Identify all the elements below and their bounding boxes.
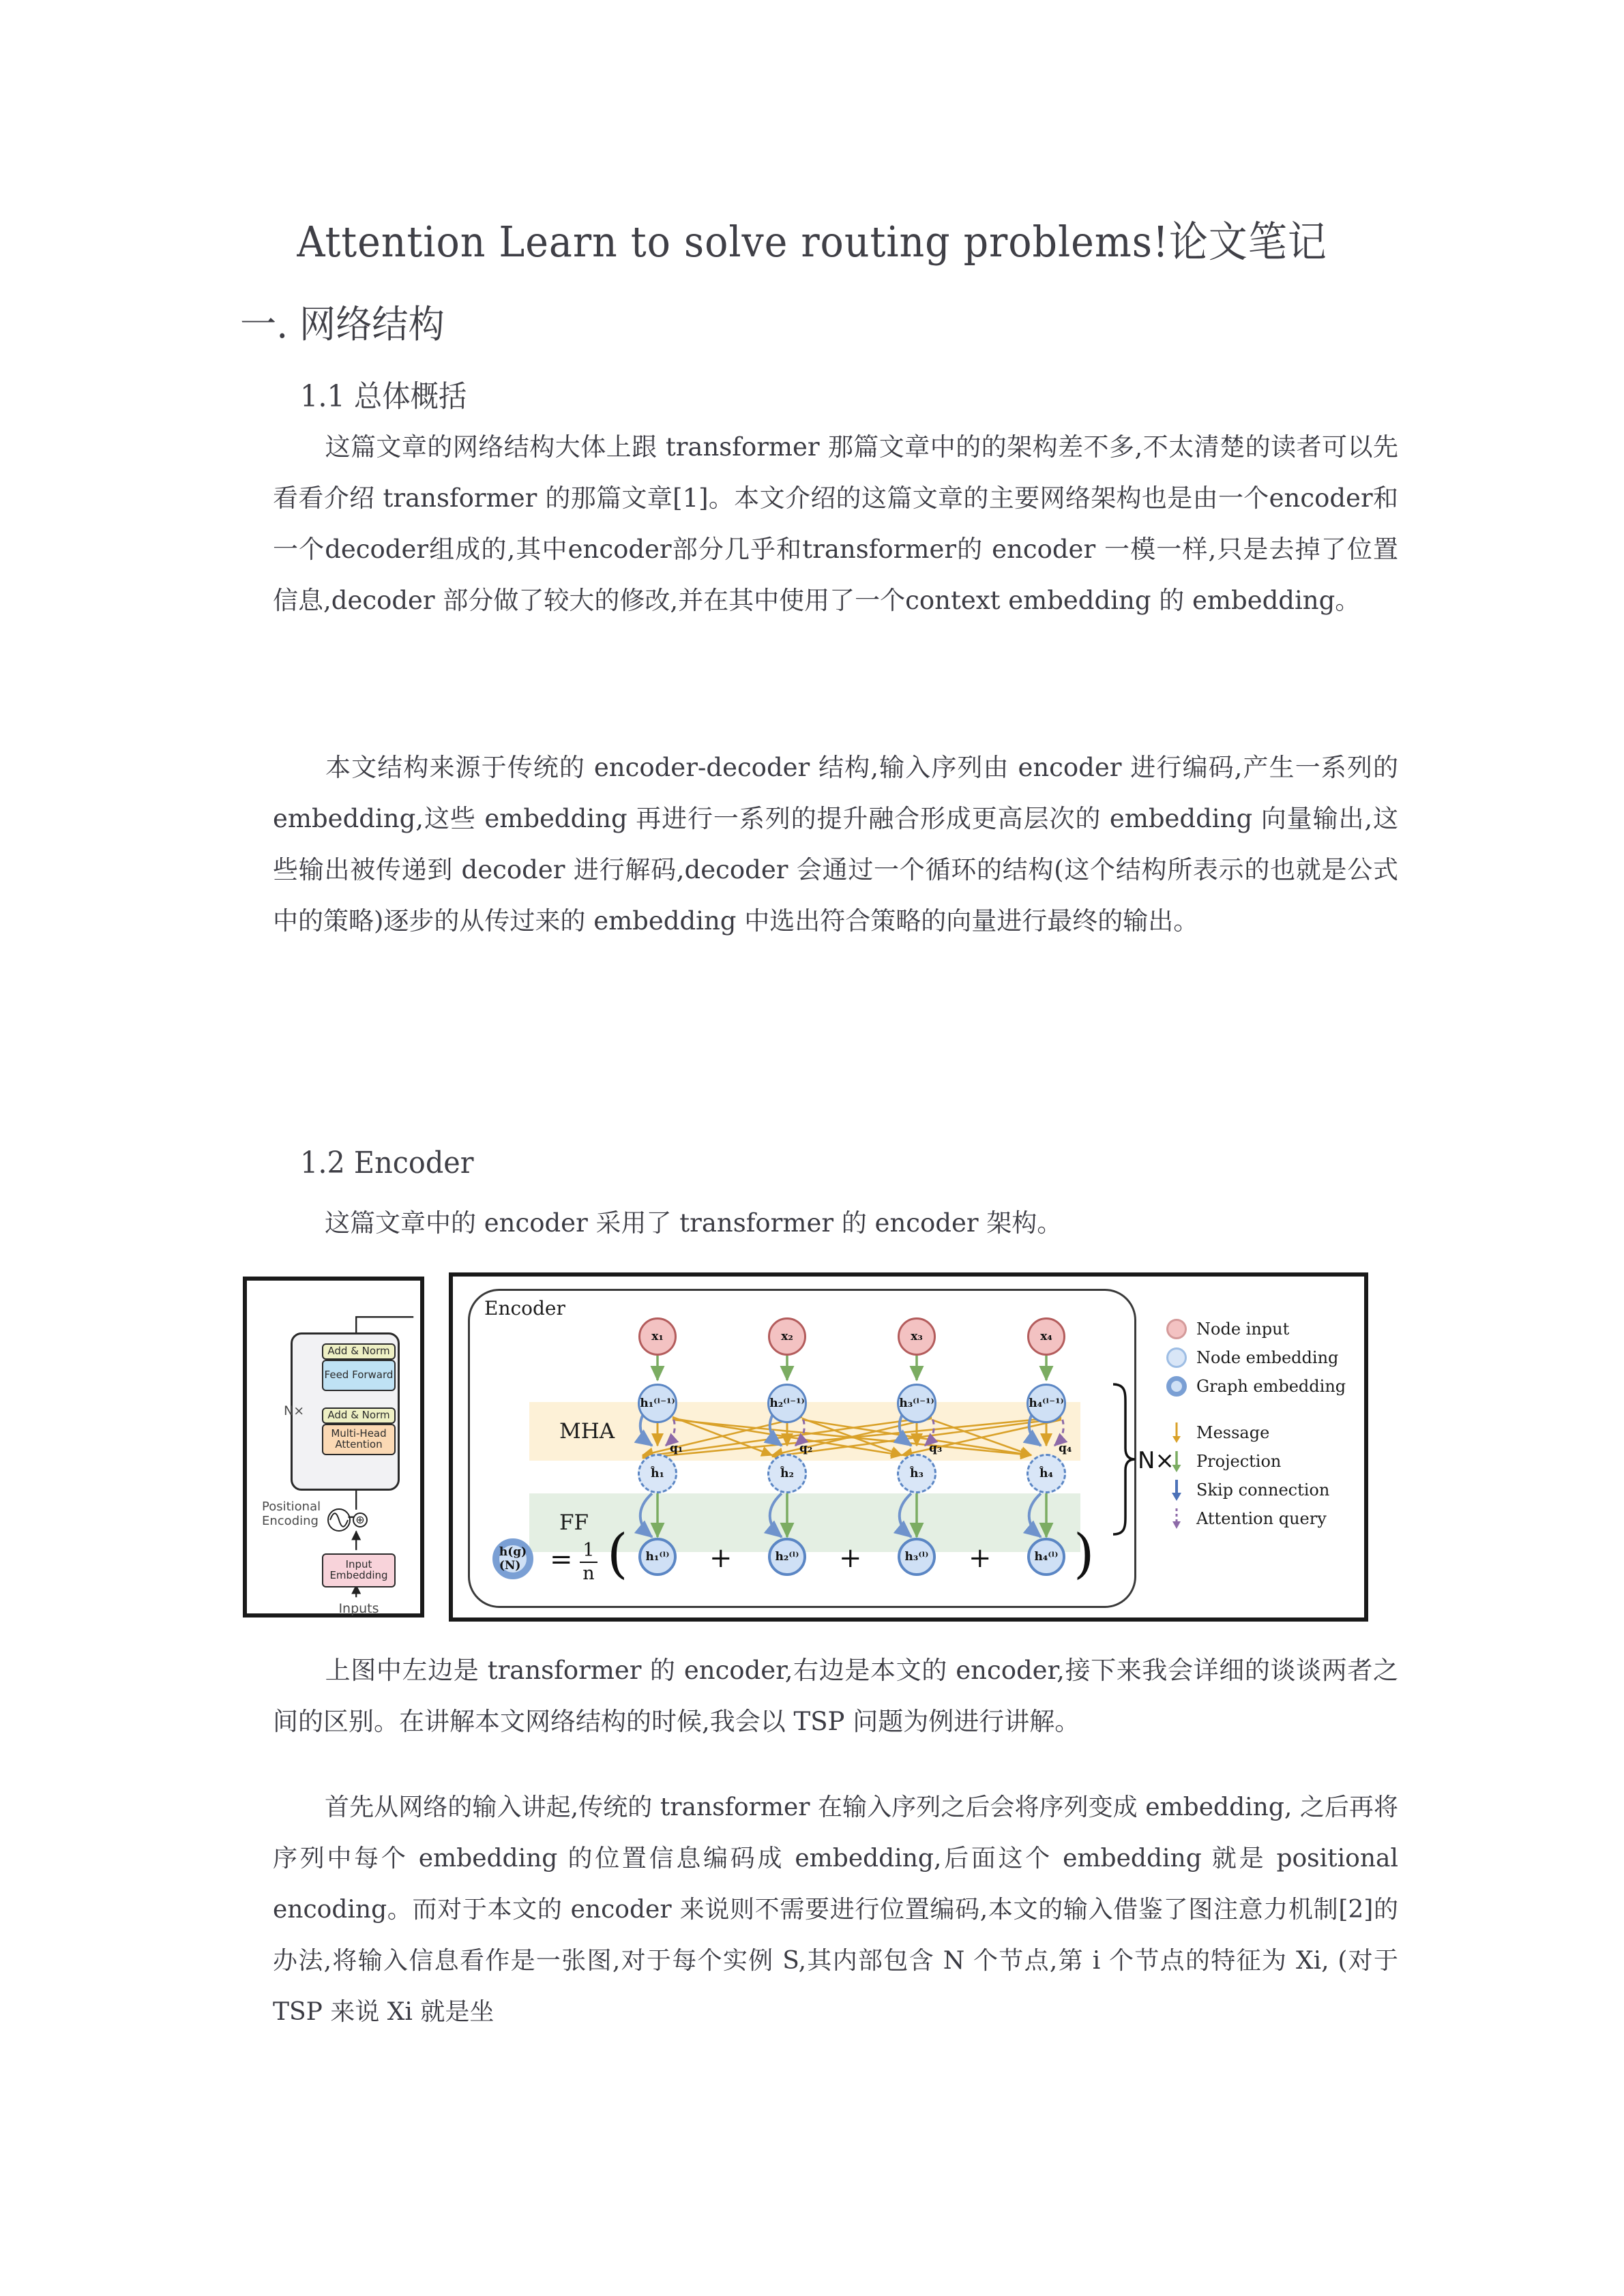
projection-arrow-svg xyxy=(1170,1450,1183,1473)
node-embedding-h4-prev: h₄⁽ˡ⁻¹⁾ xyxy=(1027,1384,1066,1423)
legend-item-skip-connection xyxy=(1162,1476,1367,1504)
legend-label: Graph embedding xyxy=(1196,1377,1346,1396)
legend-item-message xyxy=(1162,1418,1367,1447)
node-hat-h2: ĥ₂ xyxy=(767,1454,807,1493)
legend-item-node-input xyxy=(1162,1315,1367,1343)
legend-label: Node embedding xyxy=(1196,1348,1339,1367)
fraction-one-over-n xyxy=(577,1541,600,1583)
legend-item-node-embedding xyxy=(1162,1343,1367,1372)
sine-wave-icon xyxy=(327,1508,351,1532)
section-heading-1: 一. 网络结构 xyxy=(240,303,445,347)
paragraph-4-text: 上图中左边是 transformer 的 encoder,右边是本文的 encoder,接下来我会详细的谈谈两者之间的区别。在讲解本文网络结构的时候,我会以 TSP 问题为例进行讲解。 xyxy=(273,1656,1398,1736)
encoder-comparison-figure xyxy=(243,1272,1368,1624)
fraction-numerator: 1 xyxy=(582,1540,595,1561)
node-output-h2: h₂⁽ˡ⁾ xyxy=(768,1538,806,1576)
paragraph-2-text: 本文结构来源于传统的 encoder-decoder 结构,输入序列由 encoder 进行编码,产生一系列的 embedding,这些 embedding 再进行一系列的提升融合形成更高层次的 embedding 向量输出,这些输出被传递到 decoder 进行解码,decoder 会通过一个循环的结构(这个结构所表示的也就是公式中的策略)逐步的从传过来的 embedding 中选出符合策略的向量进行最终的输出。 xyxy=(273,753,1398,936)
query-label-q3: q₃ xyxy=(929,1442,943,1455)
legend-item-attention-query xyxy=(1162,1504,1367,1533)
node-input-x3: x₃ xyxy=(898,1317,936,1356)
plus-symbol-3: + xyxy=(969,1542,992,1574)
add-norm-bottom-box: Add & Norm xyxy=(322,1407,396,1424)
equals-symbol: = xyxy=(550,1544,573,1575)
open-paren: ( xyxy=(607,1523,628,1585)
node-embedding-swatch-icon xyxy=(1166,1347,1187,1368)
projection-arrow-icon xyxy=(1166,1450,1187,1473)
query-label-q4: q₄ xyxy=(1059,1442,1072,1455)
node-hat-h4: ĥ₄ xyxy=(1027,1454,1066,1493)
query-label-q1: q₁ xyxy=(670,1442,683,1455)
plus-symbol-2: + xyxy=(839,1542,862,1574)
positional-encoding-label: Positional Encoding xyxy=(262,1500,321,1528)
encoder-card-label: Encoder xyxy=(484,1297,565,1320)
paragraph-1-text: 这篇文章的网络结构大体上跟 transformer 那篇文章中的的架构差不多,不太清楚的读者可以先看看介绍 transformer 的那篇文章[1]。本文介绍的这篇文章的主要网络架构也是由一个encoder和一个decoder组成的,其中encoder部分几乎和transformer的 encoder 一模一样,只是去掉了位置信息,decoder 部分做了较大的修改,并在其中使用了一个context embedding 的 embedding。 xyxy=(273,432,1398,615)
node-output-h1: h₁⁽ˡ⁾ xyxy=(638,1538,677,1576)
attention-arrow-svg xyxy=(1170,1507,1183,1530)
paragraph-1 xyxy=(273,421,1398,626)
legend-spacer xyxy=(1162,1401,1367,1418)
graph-embedding-swatch-icon xyxy=(1166,1376,1187,1397)
inputs-label: Inputs xyxy=(338,1601,379,1616)
skip-arrow-svg xyxy=(1170,1478,1183,1502)
message-arrow-svg xyxy=(1170,1421,1183,1444)
figure-legend xyxy=(1162,1315,1367,1533)
node-input-swatch-icon xyxy=(1166,1319,1187,1339)
attention-query-arrow-icon xyxy=(1166,1507,1187,1530)
subsection-heading-1-2: 1.2 Encoder xyxy=(300,1146,474,1180)
node-embedding-h3-prev: h₃⁽ˡ⁻¹⁾ xyxy=(897,1384,936,1423)
node-input-x1: x₁ xyxy=(638,1317,677,1356)
legend-item-graph-embedding xyxy=(1162,1372,1367,1401)
legend-item-projection xyxy=(1162,1447,1367,1476)
query-label-q2: q₂ xyxy=(799,1442,813,1455)
ff-band-label: FF xyxy=(559,1510,589,1535)
node-hat-h3: ĥ₃ xyxy=(897,1454,936,1493)
legend-label: Projection xyxy=(1196,1452,1282,1471)
paper-encoder-diagram xyxy=(449,1272,1368,1622)
encoder-nx-label: N× xyxy=(1138,1447,1175,1474)
plus-symbol-1: + xyxy=(709,1542,733,1574)
multi-head-attention-box: Multi-Head Attention xyxy=(322,1424,396,1455)
node-graph-embedding: h(g)(N) xyxy=(492,1538,533,1579)
feed-forward-box: Feed Forward xyxy=(322,1360,396,1391)
paragraph-4 xyxy=(273,1645,1398,1747)
input-embedding-box: Input Embedding xyxy=(322,1553,396,1587)
node-output-h3: h₃⁽ˡ⁾ xyxy=(898,1538,936,1576)
page-title: Attention Learn to solve routing problems!论文笔记 xyxy=(297,217,1327,267)
mha-band-label: MHA xyxy=(559,1419,615,1444)
sine-wave-svg xyxy=(329,1510,349,1530)
paragraph-5 xyxy=(273,1782,1398,2038)
positional-add-icon: ⊕ xyxy=(353,1512,368,1527)
node-output-h4: h₄⁽ˡ⁾ xyxy=(1027,1538,1065,1576)
fraction-denominator: n xyxy=(582,1563,595,1584)
close-paren: ) xyxy=(1074,1523,1095,1585)
transformer-encoder-diagram xyxy=(243,1277,424,1617)
paragraph-3-text: 这篇文章中的 encoder 采用了 transformer 的 encoder 架构。 xyxy=(325,1208,1063,1238)
node-input-x4: x₄ xyxy=(1027,1317,1065,1356)
node-embedding-h2-prev: h₂⁽ˡ⁻¹⁾ xyxy=(767,1384,807,1423)
legend-label: Attention query xyxy=(1196,1509,1327,1528)
message-arrow-icon xyxy=(1166,1421,1187,1444)
legend-label: Node input xyxy=(1196,1320,1290,1339)
paragraph-5-text: 首先从网络的输入讲起,传统的 transformer 在输入序列之后会将序列变成 embedding, 之后再将序列中每个 embedding 的位置信息编码成 embedding,后面这个 embedding 就是 positional encoding。而对于本文的 encoder 来说则不需要进行位置编码,本文的输入借鉴了图注意力机制[2]的办法,将输入信息看作是一张图,对于每个实例 S,其内部包含 N 个节点,第 i 个节点的特征为 Xi, (对于 TSP 来说 Xi 就是坐 xyxy=(273,1793,1398,2026)
add-norm-top-box: Add & Norm xyxy=(322,1343,396,1360)
node-embedding-h1-prev: h₁⁽ˡ⁻¹⁾ xyxy=(638,1384,677,1423)
node-hat-h1: ĥ₁ xyxy=(638,1454,677,1493)
subsection-heading-1-1: 1.1 总体概括 xyxy=(300,379,467,414)
legend-label: Skip connection xyxy=(1196,1480,1330,1500)
skip-connection-arrow-icon xyxy=(1166,1478,1187,1502)
paragraph-2 xyxy=(273,742,1398,946)
transformer-nx-label: N× xyxy=(284,1403,305,1418)
paragraph-3 xyxy=(273,1197,1398,1249)
legend-label: Message xyxy=(1196,1423,1270,1442)
node-input-x2: x₂ xyxy=(768,1317,806,1356)
